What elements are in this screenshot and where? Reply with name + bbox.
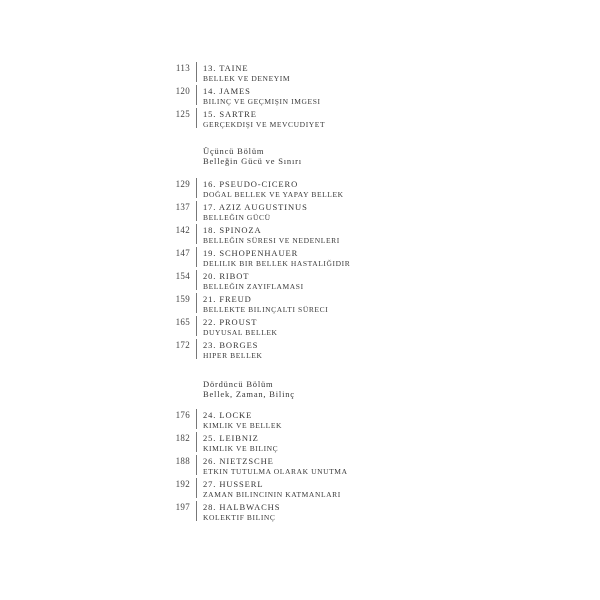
chapter-subtitle: BELLEKTE BILINÇALTI SÜRECI [203,305,329,314]
chapter-subtitle: DELILIK BIR BELLEK HASTALIĞIDIR [203,259,351,268]
toc-entry-19 [166,247,426,269]
toc-entry-18 [166,224,426,246]
toc-entry-13 [166,62,426,84]
chapter-subtitle: GERÇEKDIŞI VE MEVCUDIYET [203,120,326,129]
chapter-title: 15. SARTRE [203,109,257,119]
divider [196,316,197,336]
chapter-title: 22. PROUST [203,317,258,327]
toc-entry-27 [166,478,426,500]
chapter-subtitle: KIMLIK VE BELLEK [203,421,283,430]
chapter-subtitle: DOĞAL BELLEK VE YAPAY BELLEK [203,190,344,199]
divider [196,409,197,429]
part-label: Üçüncü Bölüm [203,146,265,156]
chapter-title: 19. SCHOPENHAUER [203,248,299,258]
chapter-title: 14. JAMES [203,86,251,96]
divider [196,224,197,244]
chapter-title: 17. AZIZ AUGUSTINUS [203,202,308,212]
chapter-title: 21. FREUD [203,294,252,304]
chapter-title: 20. RIBOT [203,271,250,281]
chapter-subtitle: KOLEKTIF BILINÇ [203,513,276,522]
divider [196,455,197,475]
part-label: Dördüncü Bölüm [203,379,274,389]
page-number: 120 [175,86,190,96]
page-number: 165 [175,317,190,327]
divider [196,270,197,290]
divider [196,339,197,359]
toc-entry-26 [166,455,426,477]
divider [196,501,197,521]
page-number: 125 [175,109,190,119]
page-number: 159 [175,294,190,304]
page-number: 154 [175,271,190,281]
divider [196,85,197,105]
chapter-title: 23. BORGES [203,340,259,350]
part-heading-3 [203,146,403,166]
part-title: Belleğin Gücü ve Sınırı [203,156,302,166]
divider [196,201,197,221]
page-number: 192 [175,479,190,489]
chapter-subtitle: ETKIN TUTULMA OLARAK UNUTMA [203,467,348,476]
toc-entry-16 [166,178,426,200]
page-number: 129 [175,179,190,189]
toc-entry-22 [166,316,426,338]
part-heading-4 [203,379,403,399]
chapter-subtitle: HIPER BELLEK [203,351,263,360]
toc-entry-25 [166,432,426,454]
chapter-title: 24. LOCKE [203,410,253,420]
page-number: 176 [175,410,190,420]
toc-entry-14 [166,85,426,107]
divider [196,178,197,198]
divider [196,108,197,128]
part-title: Bellek, Zaman, Bilinç [203,389,295,399]
chapter-title: 27. HUSSERL [203,479,264,489]
divider [196,62,197,82]
chapter-subtitle: ZAMAN BILINCININ KATMANLARI [203,490,341,499]
chapter-subtitle: KIMLIK VE BILINÇ [203,444,279,453]
chapter-subtitle: BELLEĞIN ZAYIFLAMASI [203,282,304,291]
page-number: 188 [175,456,190,466]
toc-entry-21 [166,293,426,315]
chapter-title: 13. TAINE [203,63,249,73]
page-number: 182 [175,433,190,443]
divider [196,478,197,498]
divider [196,293,197,313]
chapter-title: 28. HALBWACHS [203,502,281,512]
page-number: 137 [175,202,190,212]
page-number: 147 [175,248,190,258]
divider [196,247,197,267]
toc-entry-15 [166,108,426,130]
page-number: 197 [175,502,190,512]
toc-entry-20 [166,270,426,292]
chapter-subtitle: BELLEĞIN SÜRESI VE NEDENLERI [203,236,340,245]
page-number: 113 [175,63,190,73]
chapter-title: 25. LEIBNIZ [203,433,259,443]
chapter-title: 26. NIETZSCHE [203,456,274,466]
chapter-subtitle: BELLEĞIN GÜCÜ [203,213,271,222]
chapter-title: 18. SPINOZA [203,225,262,235]
toc-entry-28 [166,501,426,523]
divider [196,432,197,452]
toc-entry-23 [166,339,426,361]
toc-entry-24 [166,409,426,431]
toc-entry-17 [166,201,426,223]
chapter-subtitle: BILINÇ VE GEÇMIŞIN IMGESI [203,97,321,106]
chapter-subtitle: DUYUSAL BELLEK [203,328,278,337]
page-number: 142 [175,225,190,235]
page-number: 172 [175,340,190,350]
chapter-title: 16. PSEUDO-CICERO [203,179,299,189]
chapter-subtitle: BELLEK VE DENEYIM [203,74,291,83]
